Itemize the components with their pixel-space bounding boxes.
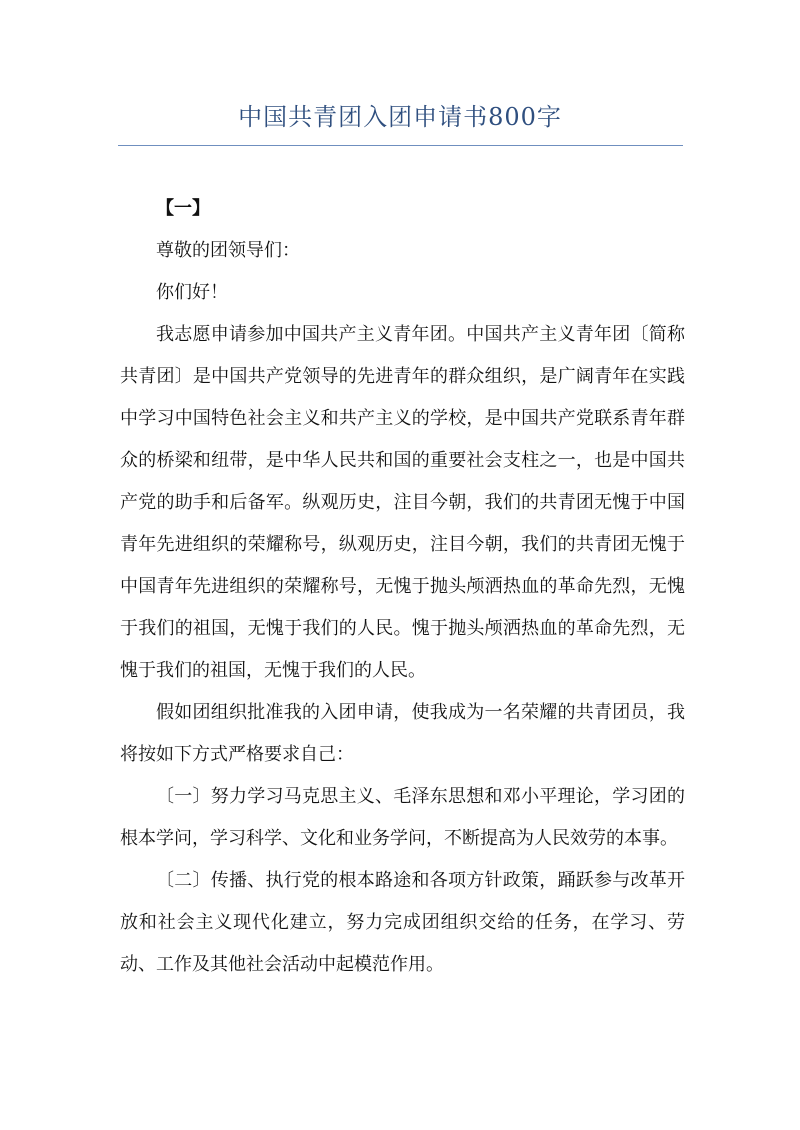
document-body xyxy=(120,188,685,986)
paragraph: 〔二〕传播、执行党的根本路途和各项方针政策，踊跃参与改革开放和社会主义现代化建立，努力完成团组织交给的任务，在学习、劳动、工作及其他社会活动中起模范作用。 xyxy=(120,870,685,975)
title-divider xyxy=(118,145,683,146)
paragraph: 我志愿申请参加中国共产主义青年团。中国共产主义青年团〔简称共青团〕是中国共产党领导的先进青年的群众组织，是广阔青年在实践中学习中国特色社会主义和共产主义的学校，是中国共产党联系青年群众的桥梁和纽带，是中华人民共和国的重要社会支柱之一，也是中国共产党的助手和后备军。纵观历史，注目今朝，我们的共青团无愧于中国青年先进组织的荣耀称号，纵观历史，注目今朝，我们的共青团无愧于中国青年先进组织的荣耀称号，无愧于抛头颅洒热血的革命先烈，无愧于我们的祖国，无愧于我们的人民。愧于抛头颅洒热血的革命先烈，无愧于我们的祖国，无愧于我们的人民。 xyxy=(120,324,685,681)
paragraph: 假如团组织批准我的入团申请，使我成为一名荣耀的共青团员，我将按如下方式严格要求自己： xyxy=(120,702,685,765)
paragraph: 〔一〕努力学习马克思主义、毛泽东思想和邓小平理论，学习团的根本学问，学习科学、文化和业务学问，不断提高为人民效劳的本事。 xyxy=(120,786,685,849)
section-label: 【一】 xyxy=(156,198,210,219)
greeting: 你们好！ xyxy=(156,282,228,303)
salutation: 尊敬的团领导们： xyxy=(156,240,300,261)
document-title: 中国共青团入团申请书800字 xyxy=(238,103,562,131)
